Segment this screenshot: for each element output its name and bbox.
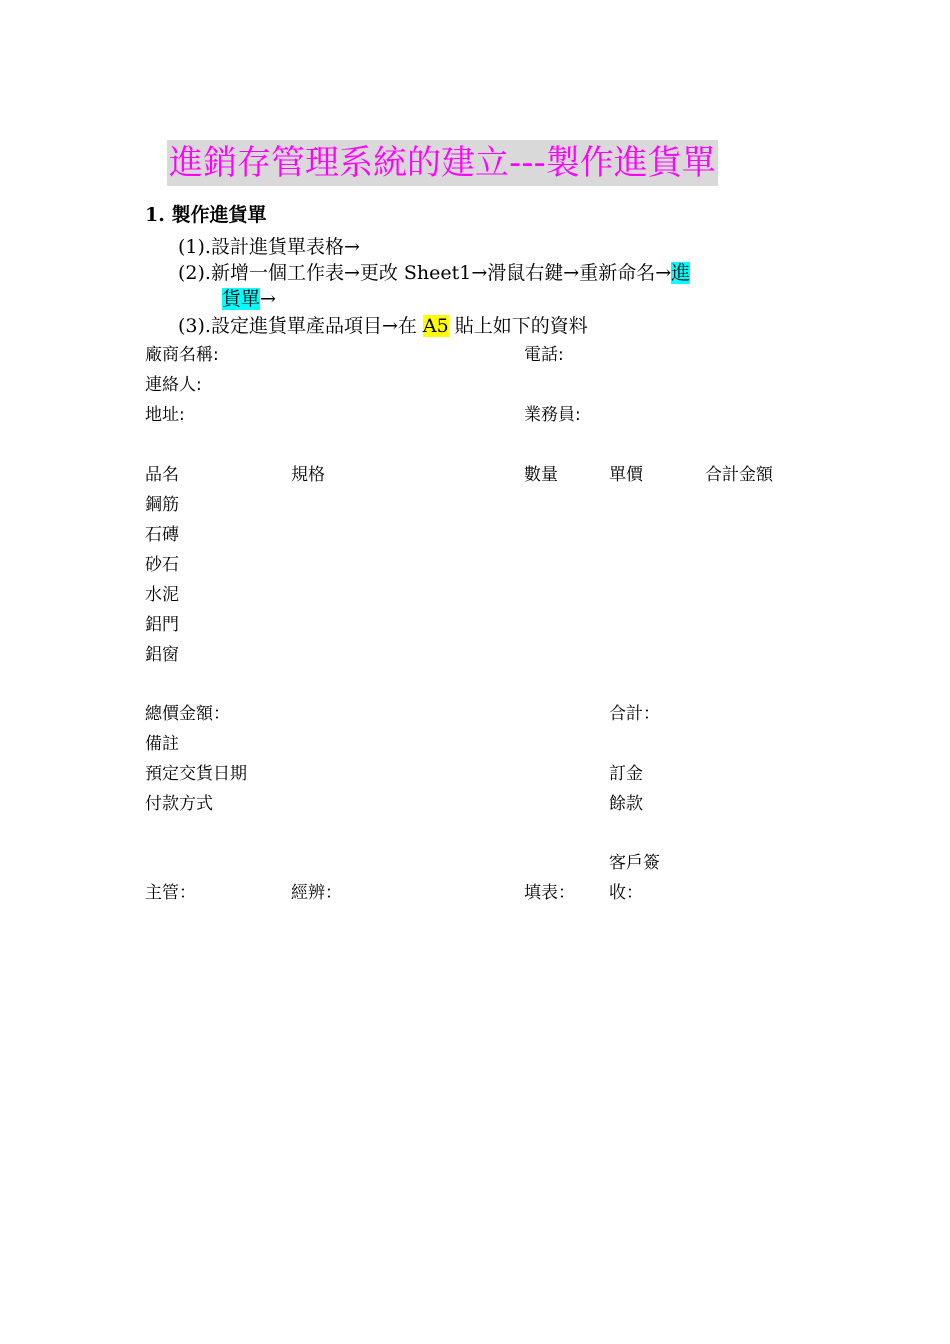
- step-3: [178, 313, 588, 339]
- step-2-tail: →: [260, 288, 276, 310]
- item-row: 鋁門: [145, 615, 179, 635]
- step-3-text: (3).設定進貨單產品項目→在: [178, 315, 423, 337]
- step-2-text: (2).新增一個工作表→更改 Sheet1→滑鼠右鍵→重新命名→: [178, 262, 672, 284]
- item-row: 水泥: [145, 585, 179, 605]
- step-2-highlight: 進: [671, 262, 691, 284]
- handler-label: 經辨：: [291, 883, 342, 903]
- step-1: (1).設計進貨單表格→: [178, 236, 360, 258]
- address-label: 地址:: [145, 405, 185, 425]
- item-row: 鋁窗: [145, 645, 179, 665]
- delivery-date-label: 預定交貨日期: [145, 764, 247, 784]
- step-2-highlight-cont: 貨單: [222, 288, 261, 310]
- item-row: 砂石: [145, 555, 179, 575]
- phone-label: 電話:: [524, 345, 564, 365]
- customer-sign-label-cont: 收：: [609, 883, 643, 903]
- total-amount-label: 總價金額：: [145, 704, 230, 724]
- payment-method-label: 付款方式: [145, 794, 213, 814]
- step-2-continuation: [222, 286, 276, 312]
- section-heading-text: 製作進貨單: [171, 204, 267, 226]
- subtotal-label: 合計：: [609, 704, 660, 724]
- document-title: 進銷存管理系統的建立---製作進貨單: [167, 140, 718, 186]
- step-2: [178, 260, 690, 286]
- step-3-highlight: A5: [422, 315, 449, 337]
- column-header-spec: 規格: [291, 465, 325, 485]
- item-row: 石磚: [145, 525, 179, 545]
- column-header-name: 品名: [145, 465, 179, 485]
- column-header-qty: 數量: [524, 465, 558, 485]
- remarks-label: 備註: [145, 734, 179, 754]
- vendor-label: 廠商名稱:: [145, 345, 219, 365]
- section-number: 1.: [145, 204, 165, 226]
- item-row: 鋼筋: [145, 495, 179, 515]
- section-heading: [145, 200, 266, 227]
- supervisor-label: 主管：: [145, 883, 196, 903]
- customer-sign-label: 客戶簽: [609, 853, 660, 873]
- balance-label: 餘款: [609, 794, 643, 814]
- filler-label: 填表：: [524, 883, 575, 903]
- column-header-price: 單價: [609, 465, 643, 485]
- column-header-total: 合計金額: [705, 465, 773, 485]
- contact-label: 連絡人:: [145, 375, 202, 395]
- step-3-text-end: 貼上如下的資料: [448, 315, 588, 337]
- salesperson-label: 業務員:: [524, 405, 581, 425]
- deposit-label: 訂金: [609, 764, 643, 784]
